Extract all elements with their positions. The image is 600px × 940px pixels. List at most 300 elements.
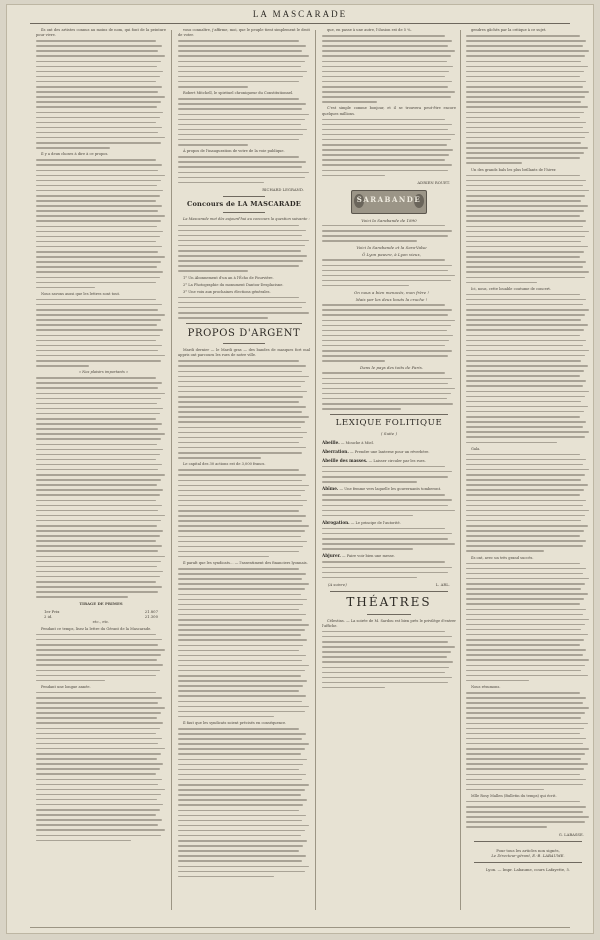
separator <box>330 414 448 415</box>
text-line <box>36 329 163 331</box>
text-line <box>322 636 452 638</box>
text-line <box>466 723 588 725</box>
definition-text: — Laisser circuler par les rues. <box>368 458 426 463</box>
text-line <box>178 452 302 454</box>
text-line <box>178 716 274 718</box>
text-line <box>466 784 583 786</box>
text-line <box>36 819 162 821</box>
text-line <box>466 697 586 699</box>
text-line <box>322 646 455 648</box>
text-line <box>466 779 586 781</box>
text-line <box>36 256 165 258</box>
text-line <box>178 469 299 471</box>
text-line <box>178 515 306 517</box>
text-line <box>36 231 163 233</box>
text-line <box>466 614 583 616</box>
text-line <box>178 759 307 761</box>
paragraph: Il faut que les syndicats soient précisés en conséquence. <box>183 720 287 725</box>
text-line <box>466 304 583 306</box>
text-line <box>322 471 452 473</box>
text-line <box>466 573 583 575</box>
text-line <box>36 550 158 552</box>
text-line <box>178 245 305 247</box>
text-line <box>36 271 163 273</box>
text-line <box>36 91 158 93</box>
text-line <box>322 96 451 98</box>
text-line <box>178 876 274 878</box>
text-line <box>466 416 580 418</box>
text-line <box>322 335 453 337</box>
text-line <box>36 799 157 801</box>
text-block <box>466 175 590 283</box>
text-line <box>466 294 580 296</box>
poem-line: Voici la Sarabande et la Sara-Valse <box>356 245 427 251</box>
text-line <box>36 45 162 47</box>
text-line <box>36 122 156 124</box>
text-line <box>466 753 585 755</box>
text-line <box>36 494 160 496</box>
text-line <box>178 391 307 393</box>
text-line <box>466 494 580 496</box>
text-line <box>36 117 160 119</box>
text-line <box>178 645 303 647</box>
text-line <box>322 682 448 684</box>
paragraph: Il y a deux choses à dire à ce propos. <box>41 152 109 157</box>
text-line <box>36 545 162 547</box>
text-block <box>178 156 310 183</box>
text-line <box>322 76 445 78</box>
text-line <box>466 282 537 284</box>
text-line <box>466 236 585 238</box>
tirage-value: 21.300 <box>144 613 158 619</box>
text-block <box>466 294 590 443</box>
text-line <box>322 661 453 663</box>
paragraph: Ici, nous, cette louable coutume de concert. <box>471 286 552 291</box>
text-line <box>36 639 162 641</box>
text-line <box>466 436 585 438</box>
text-line <box>322 71 449 73</box>
text-line <box>322 372 445 374</box>
definition <box>322 440 456 446</box>
text-line <box>466 535 580 537</box>
text-block <box>322 304 456 362</box>
text-line <box>466 520 581 522</box>
text-line <box>466 500 586 502</box>
column-4 <box>466 28 590 918</box>
text-line <box>322 510 455 512</box>
text-line <box>322 466 445 468</box>
definition-text: — Mouche à Miel. <box>340 440 374 445</box>
text-line <box>466 406 588 408</box>
text-line <box>466 340 586 342</box>
suivre-line <box>328 582 450 587</box>
lexique-title: LEXIQUE FOLITIQUE <box>335 417 443 428</box>
text-line <box>36 733 156 735</box>
text-line <box>178 695 306 697</box>
paragraph: Nous résumons. <box>471 684 501 689</box>
text-line <box>36 566 157 568</box>
separator <box>474 841 582 842</box>
text-block <box>36 377 166 598</box>
text-line <box>36 758 157 760</box>
text-line <box>36 185 157 187</box>
text-line <box>36 147 110 149</box>
text-line <box>178 108 302 110</box>
text-line <box>36 596 128 598</box>
text-line <box>466 578 589 580</box>
text-line <box>178 624 309 626</box>
text-line <box>36 789 165 791</box>
text-line <box>36 540 156 542</box>
definition-text: — Prendre une lanterne pour un réverbère. <box>349 449 430 454</box>
text-line <box>36 670 160 672</box>
text-line <box>322 149 453 151</box>
text-line <box>36 654 161 656</box>
imprint <box>466 848 590 872</box>
text-line <box>178 270 248 272</box>
text-line <box>466 401 581 403</box>
text-line <box>322 304 445 306</box>
text-line <box>466 324 588 326</box>
text-line <box>36 586 162 588</box>
text-line <box>178 753 301 755</box>
text-line <box>178 376 309 378</box>
text-line <box>466 127 583 129</box>
text-line <box>36 350 158 352</box>
text-line <box>178 381 305 383</box>
text-line <box>466 758 581 760</box>
tirage-value: 21.807 <box>144 608 158 614</box>
masthead-title: LA MASCARADE <box>252 9 348 19</box>
text-line <box>36 768 160 770</box>
signature: G. LABASSE. <box>558 831 584 837</box>
text-line <box>466 241 581 243</box>
text-line <box>322 656 447 658</box>
text-line <box>466 593 588 595</box>
text-block <box>322 631 456 689</box>
text-line <box>178 799 307 801</box>
bottom-rule <box>30 927 570 928</box>
text-line <box>36 96 165 98</box>
text-line <box>322 651 451 653</box>
text-line <box>36 164 162 166</box>
text-line <box>178 556 269 558</box>
text-line <box>466 568 586 570</box>
text-line <box>178 779 302 781</box>
text-line <box>466 200 581 202</box>
text-line <box>466 175 580 177</box>
text-line <box>322 408 401 410</box>
text-block <box>322 561 456 578</box>
text-line <box>322 345 445 347</box>
text-line <box>36 403 157 405</box>
text-line <box>178 568 299 570</box>
text-line <box>322 159 445 161</box>
text-line <box>178 599 307 601</box>
text-line <box>36 763 163 765</box>
text-line <box>466 261 586 263</box>
separator <box>186 323 302 324</box>
text-line <box>36 112 163 114</box>
text-line <box>36 299 156 301</box>
text-line <box>322 91 455 93</box>
text-line <box>178 871 305 873</box>
text-line <box>322 66 453 68</box>
separator <box>367 614 411 615</box>
text-line <box>322 259 445 261</box>
text-line <box>466 489 584 491</box>
text-line <box>322 225 445 227</box>
text-line <box>36 535 160 537</box>
text-line <box>466 426 583 428</box>
text-block <box>322 259 456 286</box>
text-line <box>322 40 452 42</box>
text-line <box>178 114 309 116</box>
text-line <box>178 182 264 184</box>
text-line <box>178 317 268 319</box>
text-line <box>466 510 589 512</box>
column-1 <box>36 28 166 918</box>
text-line <box>36 137 165 139</box>
text-line <box>36 702 158 704</box>
text-line <box>178 650 299 652</box>
text-line <box>36 773 156 775</box>
text-line <box>322 175 385 177</box>
text-line <box>178 396 303 398</box>
text-line <box>36 277 160 279</box>
text-line <box>322 383 448 385</box>
text-line <box>36 479 161 481</box>
definition-text: — Le principe de l'autorité. <box>350 520 401 525</box>
text-line <box>322 561 445 563</box>
text-line <box>178 177 305 179</box>
text-line <box>36 106 157 108</box>
text-line <box>36 576 160 578</box>
text-line <box>178 583 309 585</box>
text-line <box>466 122 586 124</box>
text-line <box>178 406 306 408</box>
text-line <box>466 598 584 600</box>
text-line <box>466 266 583 268</box>
text-line <box>36 319 161 321</box>
text-line <box>178 609 299 611</box>
column-divider <box>460 30 461 910</box>
text-block <box>178 98 310 145</box>
text-line <box>178 573 306 575</box>
text-line <box>36 40 156 42</box>
text-line <box>466 811 583 813</box>
text-line <box>36 743 158 745</box>
column-2 <box>178 28 310 918</box>
text-line <box>466 319 581 321</box>
text-line <box>466 826 547 828</box>
text-line <box>178 706 309 708</box>
text-line <box>466 370 584 372</box>
text-block <box>322 119 456 177</box>
text-line <box>36 81 156 83</box>
text-line <box>178 530 305 532</box>
text-line <box>466 256 580 258</box>
text-line <box>322 388 455 390</box>
text-line <box>36 581 156 583</box>
text-line <box>178 810 299 812</box>
text-line <box>466 442 557 444</box>
text-line <box>322 280 451 282</box>
text-line <box>36 712 161 714</box>
paragraph: Nous savons aussi que les lettres sont tout. <box>41 291 121 296</box>
text-line <box>178 675 301 677</box>
paragraph: Ils ont, avec un très grand succès. <box>471 555 534 560</box>
paragraph: La Mascarade met dès aujourd'hui au concours la question suivante : <box>183 217 310 222</box>
text-line <box>178 845 303 847</box>
text-line <box>36 377 156 379</box>
text-line <box>178 76 303 78</box>
text-line <box>36 697 162 699</box>
text-line <box>36 251 158 253</box>
text-line <box>36 287 95 289</box>
text-line <box>322 360 385 362</box>
text-line <box>466 40 586 42</box>
text-line <box>178 835 301 837</box>
text-line <box>322 355 448 357</box>
text-line <box>178 61 305 63</box>
text-block <box>178 297 310 319</box>
text-line <box>466 789 544 791</box>
text-line <box>178 255 307 257</box>
text-line <box>178 50 302 52</box>
text-line <box>322 677 452 679</box>
text-line <box>178 774 306 776</box>
separator <box>223 196 265 197</box>
text-line <box>36 55 165 57</box>
text-line <box>178 86 248 88</box>
text-line <box>36 127 162 129</box>
text-line <box>322 81 452 83</box>
text-line <box>466 71 584 73</box>
text-line <box>36 71 163 73</box>
text-line <box>178 401 299 403</box>
text-line <box>466 563 580 565</box>
text-line <box>36 365 89 367</box>
text-block <box>322 372 456 409</box>
text-block <box>466 35 590 164</box>
text-line <box>466 454 580 456</box>
text-line <box>178 437 303 439</box>
text-line <box>178 711 305 713</box>
text-line <box>322 124 452 126</box>
text-line <box>466 692 580 694</box>
text-line <box>36 444 157 446</box>
text-line <box>322 270 448 272</box>
text-line <box>322 567 452 569</box>
text-block <box>36 299 166 367</box>
text-line <box>178 371 302 373</box>
text-line <box>466 35 580 37</box>
text-line <box>36 261 161 263</box>
text-line <box>36 824 158 826</box>
text-line <box>36 61 161 63</box>
text-line <box>178 81 299 83</box>
text-line <box>322 230 452 232</box>
text-line <box>466 391 589 393</box>
text-block <box>178 469 310 557</box>
text-line <box>466 801 580 803</box>
text-line <box>36 634 156 636</box>
text-line <box>178 421 305 423</box>
text-block <box>178 225 310 272</box>
text-line <box>466 431 589 433</box>
text-line <box>36 464 162 466</box>
text-line <box>178 119 305 121</box>
text-line <box>466 728 584 730</box>
text-line <box>36 530 163 532</box>
text-line <box>322 641 448 643</box>
text-line <box>36 190 163 192</box>
text-line <box>36 738 162 740</box>
text-line <box>466 231 589 233</box>
paragraph: Robert Mitchell, le spirituel chroniqueur du Constitutionnel. <box>183 91 294 96</box>
text-line <box>466 299 586 301</box>
text-line <box>466 190 589 192</box>
suivre-label: (A suivre) <box>328 581 347 587</box>
text-line <box>466 152 584 154</box>
text-line <box>466 654 583 656</box>
text-line <box>178 619 302 621</box>
definition <box>322 520 456 526</box>
text-line <box>466 649 586 651</box>
text-line <box>36 520 161 522</box>
text-line <box>322 505 448 507</box>
text-line <box>178 840 307 842</box>
text-line <box>36 489 163 491</box>
text-block <box>36 40 166 148</box>
text-line <box>178 690 299 692</box>
text-line <box>466 675 588 677</box>
text-line <box>322 667 449 669</box>
text-line <box>178 312 309 314</box>
text-line <box>466 421 586 423</box>
text-line <box>178 578 302 580</box>
text-line <box>178 297 299 299</box>
text-line <box>178 302 306 304</box>
text-line <box>466 459 586 461</box>
text-line <box>322 631 445 633</box>
sarabande-banner <box>351 190 427 214</box>
text-line <box>36 556 165 558</box>
text-line <box>36 423 162 425</box>
definition <box>322 553 456 559</box>
text-line <box>36 428 158 430</box>
suivre-sign: L. ARL. <box>435 581 450 587</box>
paragraph: Le capital des 30 actions est de 3,000 francs. <box>183 462 266 467</box>
paragraph: Un des grands bals les plus brillants de l'hiver. <box>471 167 557 172</box>
text-line <box>466 101 581 103</box>
text-line <box>322 35 445 37</box>
text-line <box>36 809 160 811</box>
text-line <box>466 525 588 527</box>
text-line <box>178 665 309 667</box>
text-line <box>36 500 156 502</box>
text-line <box>36 236 160 238</box>
text-line <box>466 112 584 114</box>
text-line <box>36 829 165 831</box>
text-line <box>322 164 452 166</box>
text-line <box>178 866 309 868</box>
text-line <box>466 360 581 362</box>
paragraph: Il paraît que les syndicats… — l'assentiment des financiers lyonnais. <box>183 561 308 566</box>
text-line <box>178 789 305 791</box>
poem-line: Dans le pays des toits de Paris. <box>359 365 424 371</box>
